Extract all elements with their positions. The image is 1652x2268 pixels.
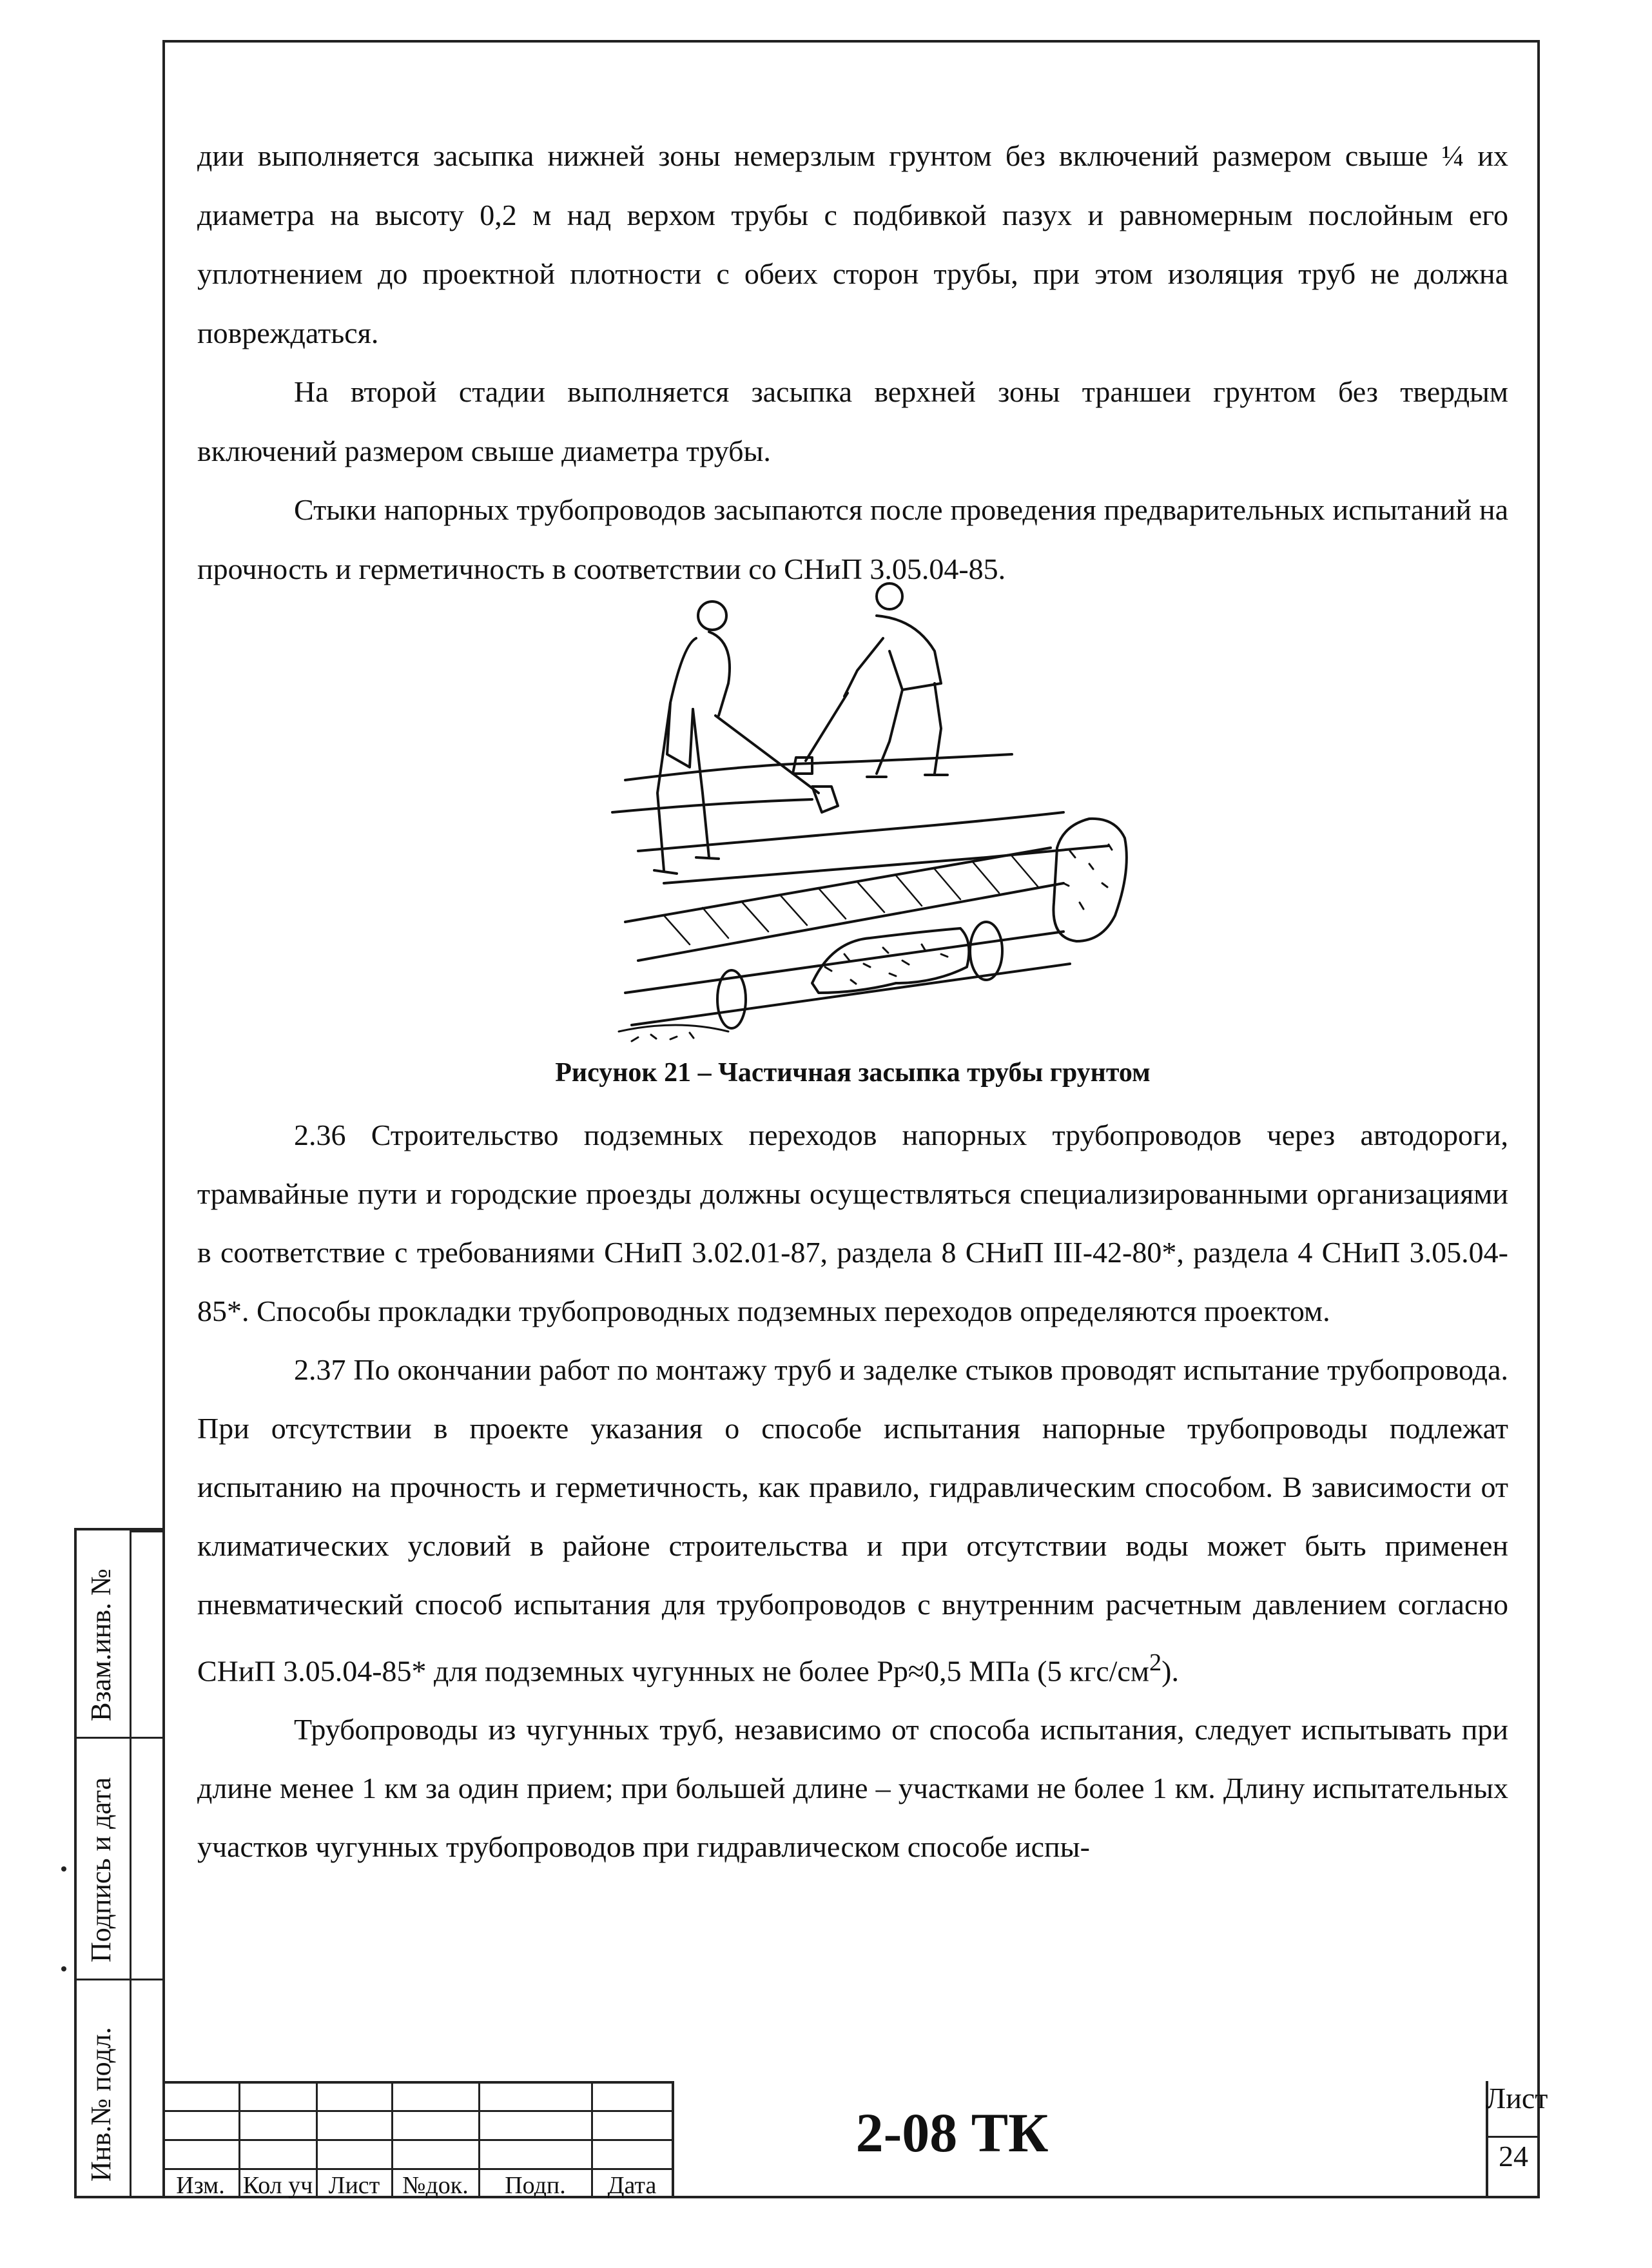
- stamp-line: [1486, 2136, 1540, 2138]
- paragraph: Стыки напорных трубопроводов засыпаются после проведения предварительных испытаний на прочность и герметичность в соответствии со СНиП 3.05.04-85.: [197, 493, 1508, 585]
- paragraph: [197, 1340, 1508, 1700]
- side-divider: [130, 1530, 165, 1532]
- side-label-inv: Инв.№ подл.: [85, 2027, 117, 2182]
- paragraph: Трубопроводы из чугунных труб, независимо от способа испытания, следует испытывать при длине менее 1 км за один прием; при большей длине – участками не более 1 км. Длину испытательных участков чугунных трубопроводов при гидравлическом способе испы-: [197, 1713, 1508, 1864]
- paragraph-text: 2.37 По окончании работ по монтажу труб и заделке стыков проводят испытание трубопровода. При отсутствии в проекте указания о способе испытания напорные трубопроводы подлежат испытанию на прочность и герметичность, как правило, гидравлическим способом. В зависимости от климатических условий в районе строительства и при отсутствии воды может быть применен пневматический способ испытания для трубопроводов с внутренним расчетным давлением согласно СНиП 3.05.04-85* для подземных чугунных не более Рр≈0,5 МПа (5 кгс/см: [197, 1353, 1508, 1688]
- stamp-col-podp: Подп.: [505, 2172, 566, 2199]
- side-divider: [77, 1737, 162, 1739]
- superscript: 2: [1149, 1649, 1162, 1676]
- sheet-label: Лист: [1486, 2082, 1548, 2115]
- side-stamp: [74, 1528, 162, 2198]
- side-label-vzam: Взам.инв. №: [85, 1569, 117, 1721]
- paragraph-text: ).: [1161, 1654, 1179, 1688]
- stamp-col-izm: Изм.: [176, 2172, 225, 2199]
- stamp-col-data: Дата: [607, 2172, 657, 2199]
- body-text: [197, 126, 1508, 598]
- side-label-podpis: Подпись и дата: [85, 1777, 117, 1962]
- scan-dot: [61, 1966, 66, 1971]
- figure-caption: Рисунок 21 – Частичная засыпка трубы грунтом: [555, 1058, 1151, 1088]
- document-code: 2-08 ТК: [855, 2102, 1049, 2164]
- paragraph: 2.36 Строительство подземных переходов напорных трубопроводов через автодороги, трамвайные пути и городские проезды должны осуществляться специализированными организациями в соответствие с требованиями СНиП 3.02.01-87, раздела 8 СНиП III-42-80*, раздела 4 СНиП 3.05.04-85*. Способы прокладки трубопроводных подземных переходов определяются проектом.: [197, 1119, 1508, 1327]
- title-block: [162, 2081, 1548, 2199]
- side-divider: [77, 1979, 162, 1980]
- figure-illustration: [599, 580, 1141, 1044]
- stamp-col-list: Лист: [328, 2172, 380, 2199]
- sheet-number: 24: [1499, 2140, 1528, 2173]
- scan-dot: [61, 1866, 66, 1872]
- stamp-col-kolych: Кол уч: [242, 2172, 313, 2199]
- body-text-continued: [197, 1106, 1508, 1876]
- paragraph: дии выполняется засыпка нижней зоны немерзлым грунтом без включений размером свыше ¼ их диаметра на высоту 0,2 м над верхом трубы с подбивкой пазух и равномерным послойным его уплотнением до проектной плотности с обеих сторон трубы, при этом изоляция труб не должна повреждаться.: [197, 139, 1508, 349]
- stamp-col-ndok: №док.: [402, 2172, 469, 2199]
- paragraph: На второй стадии выполняется засыпка верхней зоны траншеи грунтом без твердым включений размером свыше диаметра трубы.: [197, 375, 1508, 467]
